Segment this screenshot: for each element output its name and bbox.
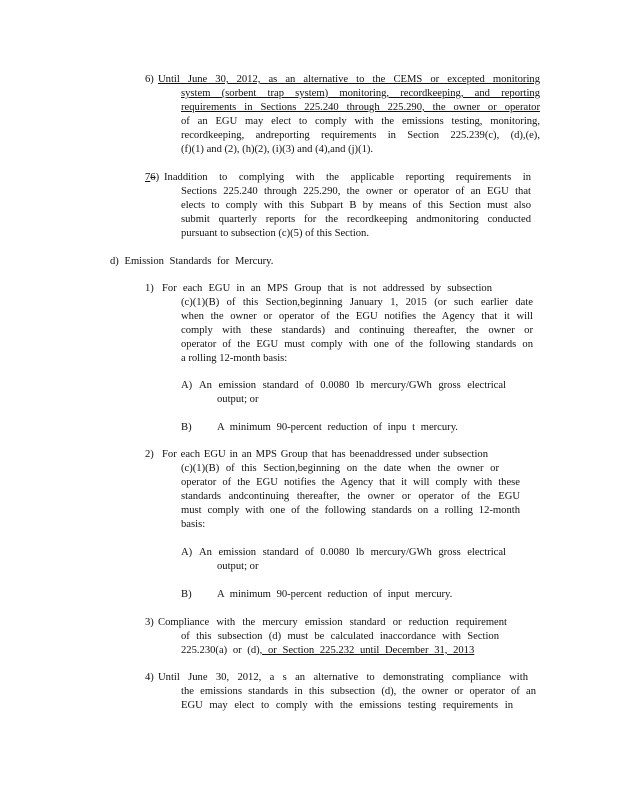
paragraph-d1-b [181,421,481,435]
paragraph-7-line-1: Inaddition to complying with the applicable reporting requirements in [164,172,531,183]
paragraph-d2-b-label: B) [181,589,192,600]
paragraph-7-line-5: pursuant to subsection (c)(5) of this Section. [181,227,370,239]
paragraph-d1-line-1: For each EGU in an MPS Group that is not addressed by subsection [162,283,492,294]
paragraph-d1-a-line-2: output; or [217,393,259,405]
paragraph-d2-b [181,588,481,602]
paragraph-6-label: 6) [145,74,154,85]
paragraph-d1 [145,282,533,365]
paragraph-7-line-2: Sections 225.240 through 225.290, the owner or operator of an EGU that [181,185,531,197]
paragraph-d2-a-line-2: output; or [217,560,259,572]
paragraph-d1-a-line-1: An emission standard of 0.0080 lb mercury/GWh gross electrical [199,380,506,391]
paragraph-d4-line-1: Until June 30, 2012, a s an alternative to demonstrating compliance with [158,672,528,683]
paragraph-d1-line-3: when the owner or operator of the EGU notifies the Agency that it will [181,310,533,322]
paragraph-7-label-new: 7 [145,172,151,183]
paragraph-d3-line-1: Compliance with the mercury emission standard or reduction requirement [158,617,507,628]
paragraph-d1-b-label: B) [181,422,192,433]
paragraph-7-label [145,171,159,185]
paragraph-d1-line-4: comply with these standards) and continuing thereafter, the owner or [181,324,533,336]
paragraph-d1-line-2: (c)(1)(B) of this Section,beginning January 1, 2015 (or such earlier date [181,296,533,308]
paragraph-7 [145,171,531,241]
paragraph-6-line-1: Until June 30, 2012, as an alternative to the CEMS or excepted monitoring [158,74,540,85]
paragraph-d3 [145,616,507,658]
paragraph-d2-line-1: For each EGU in an MPS Group that has beenaddressed under subsection [162,449,488,460]
subsection-d-heading-text: d) Emission Standards for Mercury. [110,256,274,267]
paragraph-7-line-4: submit quarterly reports for the recordkeeping andmonitoring conducted [181,213,531,225]
paragraph-d3-line-2: of this subsection (d) must be calculated inaccordance with Section [181,630,499,642]
paragraph-d4-line-3: EGU may elect to comply with the emissions testing requirements in [181,699,513,711]
paragraph-d1-b-line-1: A minimum 90-percent reduction of inpu t mercury. [217,422,458,433]
paragraph-7-label-paren: ) [155,172,160,183]
paragraph-6-line-6: (f)(1) and (2), (h)(2), (i)(3) and (4),and (j)(1). [181,143,374,155]
paragraph-d3-line-3 [181,644,507,658]
paragraph-d1-line-5: operator of the EGU must comply with one of the following standards on [181,338,533,350]
paragraph-d3-label: 3) [145,617,154,628]
paragraph-d2-line-5: must comply with one of the following standards on a rolling 12-month [181,504,520,516]
paragraph-7-label-deleted: 6 [150,172,156,183]
paragraph-d1-label: 1) [145,283,154,294]
paragraph-d2-a [181,546,506,574]
paragraph-d1-line-6: a rolling 12-month basis: [181,352,288,364]
paragraph-6-line-3: requirements in Sections 225.240 through 225.290, the owner or operator [181,101,540,113]
paragraph-d2-a-line-1: An emission standard of 0.0080 lb mercury/GWh gross electrical [199,547,506,558]
paragraph-6-line-5: recordkeeping, andreporting requirements in Section 225.239(c), (d),(e), [181,129,540,141]
paragraph-d2-line-4: standards andcontinuing thereafter, the owner or operator of the EGU [181,490,520,502]
subsection-d-heading [110,255,410,269]
paragraph-d4-label: 4) [145,672,154,683]
paragraph-d2-line-6: basis: [181,518,206,530]
paragraph-d2-label: 2) [145,449,154,460]
paragraph-d4-line-2: the emissions standards in this subsection (d), the owner or operator of an [181,685,536,697]
paragraph-d2-b-line-1: A minimum 90-percent reduction of input mercury. [217,589,453,600]
paragraph-d2 [145,448,520,531]
paragraph-d1-a-label: A) [181,380,193,391]
paragraph-d4 [145,671,536,713]
paragraph-d2-line-3: operator of the EGU notifies the Agency that it will comply with these [181,476,520,488]
paragraph-6-line-4: of an EGU may elect to comply with the emissions testing, monitoring, [181,115,540,127]
paragraph-6 [145,73,540,156]
paragraph-6-line-2: system (sorbent trap system) monitoring, recordkeeping, and reporting [181,87,540,99]
paragraph-d3-line-3-inserted: , or Section 225.232 until December 31, 2013 [259,644,475,656]
paragraph-7-line-3: elects to comply with this Subpart B by means of this Section must also [181,199,531,211]
paragraph-d3-line-3-existing: 225.230(a) or (d) [181,644,260,656]
paragraph-d1-a [181,379,506,407]
paragraph-d2-a-label: A) [181,547,193,558]
paragraph-d2-line-2: (c)(1)(B) of this Section,beginning on the date when the owner or [181,462,499,474]
